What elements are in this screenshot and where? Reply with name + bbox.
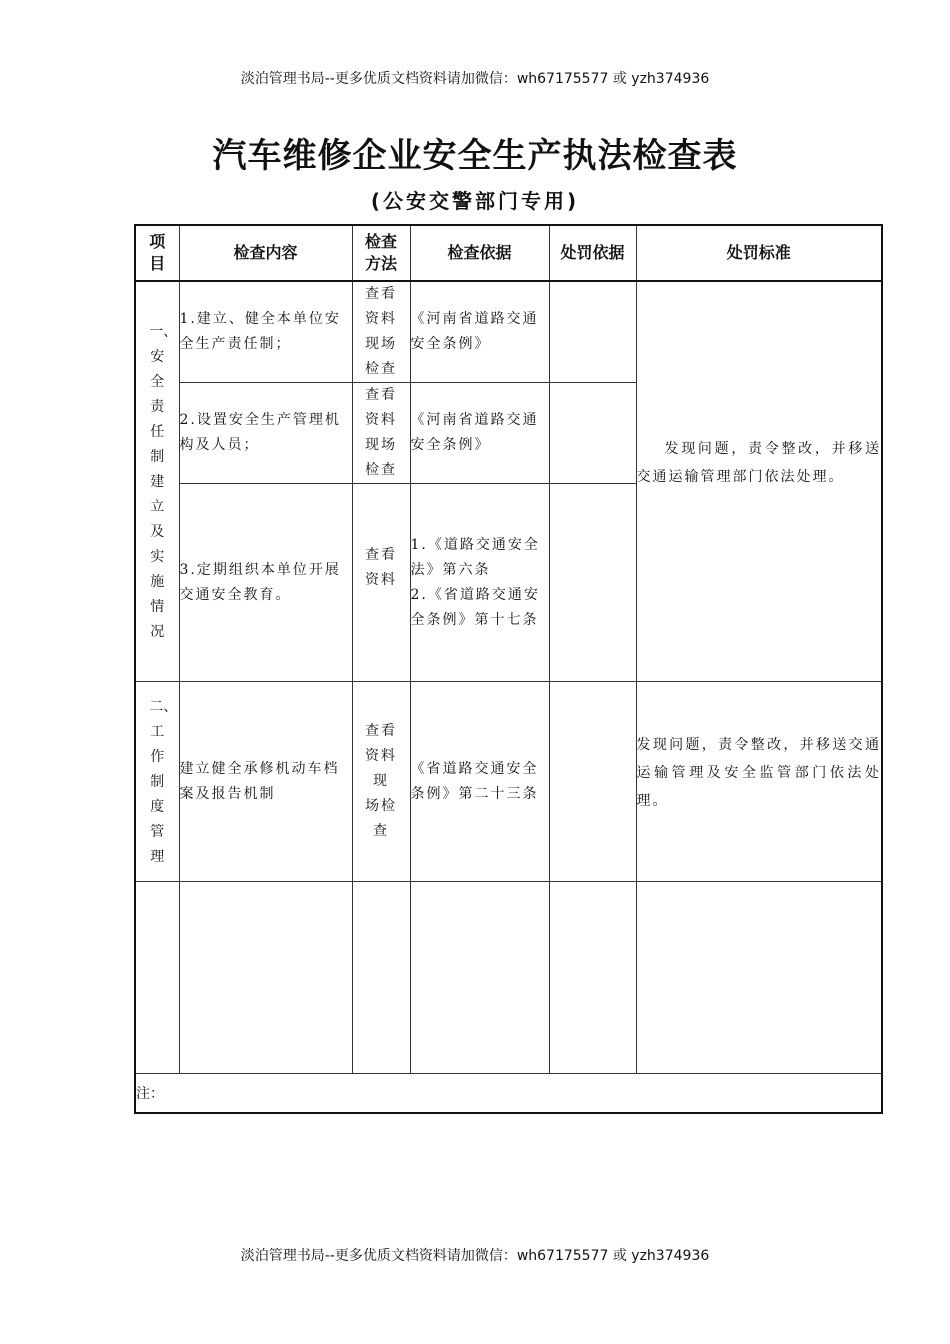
table-row-empty <box>135 882 882 1074</box>
page-header: 淡泊管理书局--更多优质文档资料请加微信：wh67175577 或 yzh374936 <box>240 71 710 87</box>
section2-item: 二、工作制度管理 <box>149 699 178 865</box>
header-content: 检查内容 <box>179 225 352 281</box>
table-row <box>135 281 882 383</box>
header-item: 项目 <box>135 225 179 281</box>
header-penalty-basis: 处罚依据 <box>549 225 636 281</box>
section1-row3-method: 查看资料 <box>352 484 410 682</box>
section1-row3-content: 3.定期组织本单位开展交通安全教育。 <box>179 484 352 682</box>
section1-row1-basis: 《河南省道路交通安全条例》 <box>410 281 549 383</box>
section2-method: 查看资料现 场检查 <box>352 682 410 882</box>
section1-row2-method: 查看资料现场检查 <box>352 383 410 484</box>
section1-row1-method: 查看资料现场检查 <box>352 281 410 383</box>
header-method: 检查方法 <box>352 225 410 281</box>
section1-row2-content: 2.设置安全生产管理机构及人员； <box>179 383 352 484</box>
table-header-row <box>135 225 882 281</box>
section1-row2-penalty-basis <box>549 383 636 484</box>
section2-content: 建立健全承修机动车档案及报告机制 <box>179 682 352 882</box>
section1-item: 一、安全责任制建立及实施情况 <box>149 324 178 640</box>
section2-basis: 《省道路交通安全条例》第二十三条 <box>410 682 549 882</box>
section2-standard: 发现问题，责令整改，并移送交通运输管理及安全监管部门依法处理。 <box>636 682 882 882</box>
table-note: 注： <box>135 1074 882 1114</box>
section2-penalty-basis <box>549 682 636 882</box>
section1-row3-basis: 1.《道路交通安全法》第六条 2.《省道路交通安全条例》第十七条 <box>410 484 549 682</box>
header-basis: 检查依据 <box>410 225 549 281</box>
header-penalty-standard: 处罚标准 <box>636 225 882 281</box>
section2-item-cell <box>135 682 179 882</box>
section1-row3-penalty-basis <box>549 484 636 682</box>
section1-item-cell <box>135 281 179 682</box>
page-footer: 淡泊管理书局--更多优质文档资料请加微信：wh67175577 或 yzh374936 <box>240 1248 710 1264</box>
section1-row2-basis: 《河南省道路交通安全条例》 <box>410 383 549 484</box>
note-row <box>135 1074 882 1114</box>
section1-row1-content: 1.建立、健全本单位安全生产责任制； <box>179 281 352 383</box>
section1-standard: 发现问题，责令整改，并移送交通运输管理部门依法处理。 <box>636 440 881 485</box>
document-subtitle: (公安交警部门专用) <box>370 189 580 213</box>
document-title: 汽车维修企业安全生产执法检查表 <box>212 136 738 176</box>
table-row <box>135 682 882 882</box>
section1-row1-penalty-basis <box>549 281 636 383</box>
section1-standard-cell <box>636 281 882 682</box>
inspection-table <box>134 224 883 1114</box>
